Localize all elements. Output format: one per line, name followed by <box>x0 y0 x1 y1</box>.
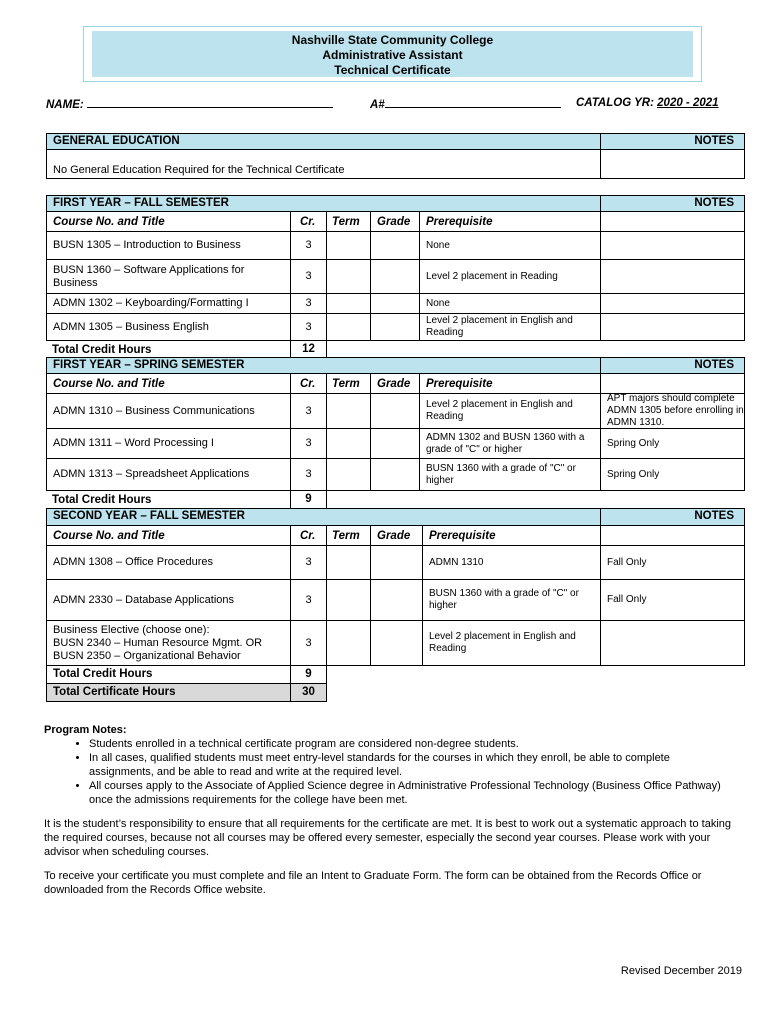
col-grade-header: Grade <box>370 373 420 394</box>
term-cell[interactable] <box>326 231 371 260</box>
a-number-field[interactable] <box>370 97 561 111</box>
name-field[interactable] <box>46 97 333 111</box>
fall1-total-hours: 12 <box>290 340 327 358</box>
col-grade-header: Grade <box>370 211 420 232</box>
fall1-total-label: Total Credit Hours <box>52 344 152 356</box>
title-block <box>92 31 693 77</box>
program-notes <box>44 723 734 897</box>
course-title: BUSN 1360 – Software Applications for Business <box>46 259 291 294</box>
fall2-total-label: Total Credit Hours <box>46 665 291 684</box>
credit-hours: 3 <box>290 293 327 314</box>
notes-blank <box>600 211 745 232</box>
course-note: Spring Only <box>600 428 745 459</box>
grade-cell[interactable] <box>370 231 420 260</box>
a-number-label: A# <box>370 99 385 111</box>
catalog-value: 2020 - 2021 <box>657 97 719 109</box>
certificate-total-hours: 30 <box>290 683 327 702</box>
credit-hours: 3 <box>290 458 327 491</box>
notes-blank <box>600 525 745 546</box>
list-item: • Students enrolled in a technical certificate program are considered non-degree students. <box>89 737 734 751</box>
gen-ed-notes-header: NOTES <box>600 133 745 150</box>
catalog-label: CATALOG YR: <box>576 97 654 109</box>
prerequisite: Level 2 placement in English and Reading <box>419 393 601 429</box>
course-note: Fall Only <box>600 545 745 580</box>
responsibility-paragraph: It is the student’s responsibility to ensure that all requirements for the certificate are met. It is best to work out a systematic approach to taking the required courses, because not all courses may be offered every semester, especially the second year courses. Please work with your advisor when scheduling courses. <box>44 818 732 858</box>
program-name: Administrative Assistant <box>322 48 463 62</box>
grade-cell[interactable] <box>370 428 420 459</box>
course-title: ADMN 1313 – Spreadsheet Applications <box>46 458 291 491</box>
a-number-blank[interactable] <box>385 97 561 108</box>
credit-hours: 3 <box>290 620 327 666</box>
col-cr-header: Cr. <box>290 373 327 394</box>
course-note <box>600 293 745 314</box>
course-note <box>600 313 745 341</box>
title-box <box>83 26 702 82</box>
revision-date: Revised December 2019 <box>620 965 742 977</box>
grade-cell[interactable] <box>370 393 420 429</box>
program-notes-title: Program Notes: <box>44 724 127 736</box>
elective-line: Business Elective (choose one): <box>53 623 210 636</box>
course-note: Spring Only <box>600 458 745 491</box>
term-cell[interactable] <box>326 393 371 429</box>
gen-ed-notes-cell[interactable] <box>600 149 745 179</box>
term-cell[interactable] <box>326 458 371 491</box>
list-item: • In all cases, qualified students must meet entry-level standards for the courses in which they enroll, be able to complete assignments, and be able to read and write at the required level. <box>89 751 734 779</box>
term-cell[interactable] <box>326 313 371 341</box>
col-term-header: Term <box>326 525 371 546</box>
grade-cell[interactable] <box>370 545 423 580</box>
col-grade-header: Grade <box>370 525 423 546</box>
course-title: ADMN 2330 – Database Applications <box>46 579 291 621</box>
term-cell[interactable] <box>326 428 371 459</box>
spring1-total-hours: 9 <box>290 490 327 509</box>
course-note <box>600 620 745 666</box>
term-cell[interactable] <box>326 620 371 666</box>
prerequisite: Level 2 placement in English and Reading <box>422 620 601 666</box>
prerequisite: BUSN 1360 with a grade of "C" or higher <box>419 458 601 491</box>
notes-blank <box>600 373 745 394</box>
name-blank[interactable] <box>87 97 333 108</box>
prerequisite: ADMN 1302 and BUSN 1360 with a grade of "C" or higher <box>419 428 601 459</box>
prerequisite: BUSN 1360 with a grade of "C" or higher <box>422 579 601 621</box>
course-note <box>600 231 745 260</box>
credit-hours: 3 <box>290 428 327 459</box>
fall1-notes-header: NOTES <box>600 195 745 212</box>
grade-cell[interactable] <box>370 313 420 341</box>
course-note <box>600 259 745 294</box>
course-note: Fall Only <box>600 579 745 621</box>
grade-cell[interactable] <box>370 458 420 491</box>
program-notes-list <box>44 737 734 807</box>
col-cr-header: Cr. <box>290 525 327 546</box>
grade-cell[interactable] <box>370 259 420 294</box>
course-title: ADMN 1311 – Word Processing I <box>46 428 291 459</box>
elective-course-title <box>46 620 291 666</box>
col-term-header: Term <box>326 373 371 394</box>
spring1-header: FIRST YEAR – SPRING SEMESTER <box>46 357 601 374</box>
col-term-header: Term <box>326 211 371 232</box>
course-title: ADMN 1305 – Business English <box>46 313 291 341</box>
credit-hours: 3 <box>290 545 327 580</box>
fall1-header: FIRST YEAR – FALL SEMESTER <box>46 195 601 212</box>
term-cell[interactable] <box>326 259 371 294</box>
col-course-header: Course No. and Title <box>46 373 291 394</box>
graduation-paragraph: To receive your certificate you must complete and file an Intent to Graduate Form. The form can be obtained from the Records Office or downloaded from the Records Office website. <box>44 870 702 896</box>
prerequisite: None <box>419 231 601 260</box>
gen-ed-header: GENERAL EDUCATION <box>46 133 601 150</box>
fall2-header: SECOND YEAR – FALL SEMESTER <box>46 508 601 526</box>
gen-ed-text: No General Education Required for the Technical Certificate <box>46 149 601 179</box>
spring1-total-label: Total Credit Hours <box>52 494 152 506</box>
col-prereq-header: Prerequisite <box>419 373 601 394</box>
grade-cell[interactable] <box>370 620 423 666</box>
credit-hours: 3 <box>290 231 327 260</box>
col-course-header: Course No. and Title <box>46 211 291 232</box>
certificate-type: Technical Certificate <box>334 63 451 77</box>
prerequisite: Level 2 placement in Reading <box>419 259 601 294</box>
name-label: NAME: <box>46 99 84 111</box>
certificate-total-label: Total Certificate Hours <box>46 683 291 702</box>
prerequisite: Level 2 placement in English and Reading <box>419 313 601 341</box>
term-cell[interactable] <box>326 579 371 621</box>
col-prereq-header: Prerequisite <box>422 525 601 546</box>
credit-hours: 3 <box>290 579 327 621</box>
course-title: ADMN 1302 – Keyboarding/Formatting I <box>46 293 291 314</box>
prerequisite: None <box>419 293 601 314</box>
fall2-total-hours: 9 <box>290 665 327 684</box>
col-prereq-header: Prerequisite <box>419 211 601 232</box>
grade-cell[interactable] <box>370 579 423 621</box>
elective-option: BUSN 2350 – Organizational Behavior <box>53 649 241 662</box>
list-item: • All courses apply to the Associate of Applied Science degree in Administrative Professional Technology (Business Office Pathway) once the admissions requirements for the college have been met. <box>89 779 734 807</box>
col-course-header: Course No. and Title <box>46 525 291 546</box>
college-name: Nashville State Community College <box>291 33 494 47</box>
catalog-year <box>576 97 719 109</box>
col-cr-header: Cr. <box>290 211 327 232</box>
prerequisite: ADMN 1310 <box>422 545 601 580</box>
spring1-notes-header: NOTES <box>600 357 745 374</box>
credit-hours: 3 <box>290 393 327 429</box>
course-note: APT majors should complete ADMN 1305 before enrolling in ADMN 1310. <box>600 393 745 429</box>
credit-hours: 3 <box>290 313 327 341</box>
grade-cell[interactable] <box>370 293 420 314</box>
credit-hours: 3 <box>290 259 327 294</box>
course-title: ADMN 1308 – Office Procedures <box>46 545 291 580</box>
fall2-notes-header: NOTES <box>600 508 745 526</box>
course-title: BUSN 1305 – Introduction to Business <box>46 231 291 260</box>
elective-option: BUSN 2340 – Human Resource Mgmt. OR <box>53 636 263 649</box>
term-cell[interactable] <box>326 293 371 314</box>
course-title: ADMN 1310 – Business Communications <box>46 393 291 429</box>
term-cell[interactable] <box>326 545 371 580</box>
